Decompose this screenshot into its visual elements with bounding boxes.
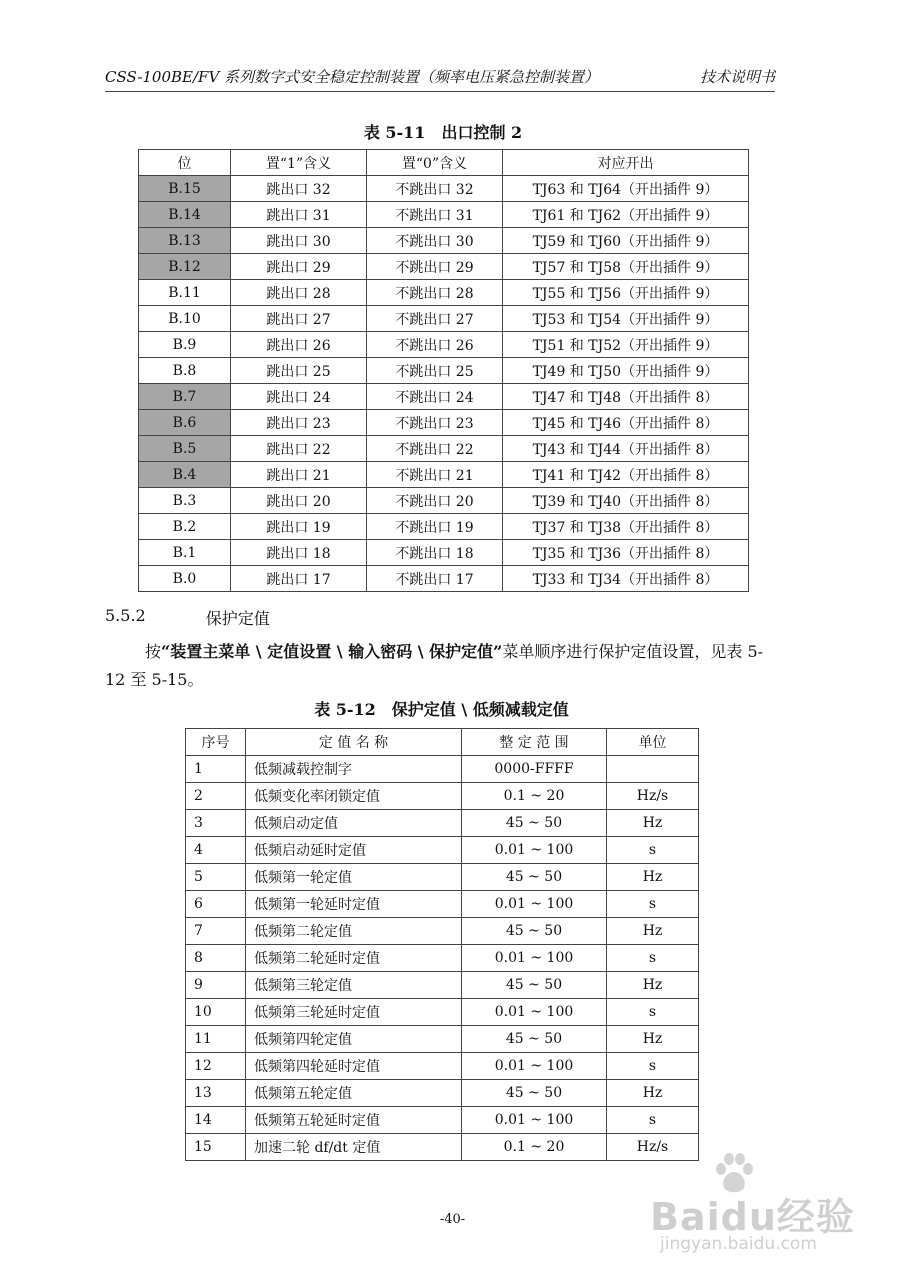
cell-set1: 跳出口 28 [231, 280, 367, 306]
cell-unit [607, 756, 699, 783]
col-header-output: 对应开出 [503, 150, 749, 176]
cell-range: 0.01 ~ 100 [462, 945, 607, 972]
table2-caption: 表 5-12 保护定值 \ 低频减载定值 [314, 700, 569, 719]
cell-name: 低频启动延时定值 [246, 837, 462, 864]
table-row [186, 1026, 699, 1053]
cell-set0: 不跳出口 21 [367, 462, 503, 488]
cell-name: 低频第一轮延时定值 [246, 891, 462, 918]
table-row [186, 837, 699, 864]
cell-output: TJ41 和 TJ42（开出插件 8） [503, 462, 749, 488]
cell-range: 0.01 ~ 100 [462, 1053, 607, 1080]
cell-set0: 不跳出口 22 [367, 436, 503, 462]
cell-index: 1 [186, 756, 246, 783]
table-row [186, 918, 699, 945]
cell-set0: 不跳出口 30 [367, 228, 503, 254]
cell-index: 11 [186, 1026, 246, 1053]
cell-output: TJ57 和 TJ58（开出插件 9） [503, 254, 749, 280]
cell-output: TJ49 和 TJ50（开出插件 9） [503, 358, 749, 384]
cell-index: 15 [186, 1134, 246, 1161]
cell-set1: 跳出口 31 [231, 202, 367, 228]
cell-unit: s [607, 999, 699, 1026]
cell-range: 0000-FFFF [462, 756, 607, 783]
cell-index: 5 [186, 864, 246, 891]
cell-set0: 不跳出口 32 [367, 176, 503, 202]
cell-name: 低频第三轮延时定值 [246, 999, 462, 1026]
cell-set1: 跳出口 21 [231, 462, 367, 488]
cell-bit: B.0 [139, 566, 231, 592]
table-row [139, 436, 749, 462]
cell-range: 0.01 ~ 100 [462, 891, 607, 918]
output-control-table [138, 149, 749, 592]
cell-set1: 跳出口 29 [231, 254, 367, 280]
table-row [139, 462, 749, 488]
table-row [139, 540, 749, 566]
cell-set1: 跳出口 17 [231, 566, 367, 592]
cell-set0: 不跳出口 31 [367, 202, 503, 228]
cell-index: 2 [186, 783, 246, 810]
cell-bit: B.2 [139, 514, 231, 540]
col-header-range: 整 定 范 围 [462, 729, 607, 756]
table-row [139, 176, 749, 202]
cell-set0: 不跳出口 25 [367, 358, 503, 384]
cell-bit: B.11 [139, 280, 231, 306]
table-row [186, 999, 699, 1026]
cell-output: TJ33 和 TJ34（开出插件 8） [503, 566, 749, 592]
cell-set1: 跳出口 26 [231, 332, 367, 358]
watermark-site: jingyan.baidu.com [660, 1234, 817, 1254]
cell-unit: s [607, 945, 699, 972]
table-row [186, 756, 699, 783]
table-row [139, 228, 749, 254]
watermark-brand: Baidu经验 [650, 1195, 855, 1239]
cell-index: 13 [186, 1080, 246, 1107]
header-doc-type: 技术说明书 [699, 68, 775, 86]
cell-unit: Hz [607, 810, 699, 837]
cell-set0: 不跳出口 19 [367, 514, 503, 540]
cell-set0: 不跳出口 17 [367, 566, 503, 592]
cell-name: 加速二轮 df/dt 定值 [246, 1134, 462, 1161]
cell-output: TJ43 和 TJ44（开出插件 8） [503, 436, 749, 462]
cell-set0: 不跳出口 23 [367, 410, 503, 436]
cell-index: 7 [186, 918, 246, 945]
table-row [186, 1080, 699, 1107]
section-number: 5.5.2 [105, 606, 146, 625]
cell-name: 低频第二轮延时定值 [246, 945, 462, 972]
cell-bit: B.9 [139, 332, 231, 358]
cell-range: 0.01 ~ 100 [462, 837, 607, 864]
cell-unit: s [607, 891, 699, 918]
col-header-bit: 位 [139, 150, 231, 176]
table-row [139, 410, 749, 436]
cell-name: 低频第二轮定值 [246, 918, 462, 945]
col-header-index: 序号 [186, 729, 246, 756]
table-row [139, 280, 749, 306]
col-header-unit: 单位 [607, 729, 699, 756]
cell-range: 45 ~ 50 [462, 918, 607, 945]
table-row [186, 1107, 699, 1134]
cell-set1: 跳出口 18 [231, 540, 367, 566]
table-row [186, 864, 699, 891]
cell-bit: B.14 [139, 202, 231, 228]
cell-name: 低频第五轮延时定值 [246, 1107, 462, 1134]
cell-set0: 不跳出口 29 [367, 254, 503, 280]
cell-index: 9 [186, 972, 246, 999]
cell-output: TJ59 和 TJ60（开出插件 9） [503, 228, 749, 254]
table-row [139, 202, 749, 228]
cell-output: TJ51 和 TJ52（开出插件 9） [503, 332, 749, 358]
table-row [186, 783, 699, 810]
col-header-name: 定 值 名 称 [246, 729, 462, 756]
col-header-set1: 置“1”含义 [231, 150, 367, 176]
cell-set0: 不跳出口 26 [367, 332, 503, 358]
page-number: -40- [439, 1212, 466, 1227]
cell-unit: s [607, 837, 699, 864]
table-row [139, 488, 749, 514]
cell-bit: B.7 [139, 384, 231, 410]
cell-index: 4 [186, 837, 246, 864]
cell-name: 低频第五轮定值 [246, 1080, 462, 1107]
cell-index: 12 [186, 1053, 246, 1080]
cell-index: 6 [186, 891, 246, 918]
cell-bit: B.6 [139, 410, 231, 436]
cell-bit: B.8 [139, 358, 231, 384]
cell-unit: Hz [607, 1080, 699, 1107]
table-row [186, 891, 699, 918]
cell-name: 低频第三轮定值 [246, 972, 462, 999]
cell-name: 低频第四轮延时定值 [246, 1053, 462, 1080]
cell-unit: Hz [607, 972, 699, 999]
cell-bit: B.1 [139, 540, 231, 566]
cell-name: 低频第一轮定值 [246, 864, 462, 891]
para-prefix: 按 [145, 642, 162, 661]
table1-caption: 表 5-11 出口控制 2 [363, 123, 523, 142]
cell-bit: B.13 [139, 228, 231, 254]
table-row [139, 566, 749, 592]
table-row [139, 254, 749, 280]
cell-name: 低频减载控制字 [246, 756, 462, 783]
cell-range: 45 ~ 50 [462, 1026, 607, 1053]
table-row [186, 1134, 699, 1161]
body-paragraph [105, 638, 780, 694]
cell-unit: s [607, 1053, 699, 1080]
cell-name: 低频启动定值 [246, 810, 462, 837]
cell-set1: 跳出口 27 [231, 306, 367, 332]
cell-unit: Hz/s [607, 1134, 699, 1161]
cell-index: 14 [186, 1107, 246, 1134]
cell-bit: B.4 [139, 462, 231, 488]
cell-output: TJ61 和 TJ62（开出插件 9） [503, 202, 749, 228]
cell-output: TJ55 和 TJ56（开出插件 9） [503, 280, 749, 306]
cell-bit: B.12 [139, 254, 231, 280]
cell-index: 8 [186, 945, 246, 972]
cell-output: TJ37 和 TJ38（开出插件 8） [503, 514, 749, 540]
cell-range: 0.1 ~ 20 [462, 1134, 607, 1161]
section-title: 保护定值 [205, 609, 270, 628]
cell-set1: 跳出口 20 [231, 488, 367, 514]
cell-set1: 跳出口 25 [231, 358, 367, 384]
cell-set1: 跳出口 22 [231, 436, 367, 462]
protection-settings-table [185, 728, 699, 1161]
cell-set1: 跳出口 19 [231, 514, 367, 540]
header-title: CSS-100BE/FV 系列数字式安全稳定控制装置（频率电压紧急控制装置） [105, 68, 600, 86]
table-row [186, 810, 699, 837]
cell-set1: 跳出口 23 [231, 410, 367, 436]
table-row [186, 1053, 699, 1080]
table-row [139, 332, 749, 358]
cell-bit: B.3 [139, 488, 231, 514]
cell-set1: 跳出口 30 [231, 228, 367, 254]
menu-path: “装置主菜单 \ 定值设置 \ 输入密码 \ 保护定值” [161, 642, 503, 661]
cell-range: 45 ~ 50 [462, 1080, 607, 1107]
cell-output: TJ63 和 TJ64（开出插件 9） [503, 176, 749, 202]
cell-range: 45 ~ 50 [462, 810, 607, 837]
cell-set0: 不跳出口 27 [367, 306, 503, 332]
table-row [186, 972, 699, 999]
cell-unit: Hz/s [607, 783, 699, 810]
cell-output: TJ53 和 TJ54（开出插件 9） [503, 306, 749, 332]
cell-set0: 不跳出口 28 [367, 280, 503, 306]
table-row [139, 358, 749, 384]
cell-range: 45 ~ 50 [462, 864, 607, 891]
cell-output: TJ47 和 TJ48（开出插件 8） [503, 384, 749, 410]
cell-name: 低频变化率闭锁定值 [246, 783, 462, 810]
cell-range: 45 ~ 50 [462, 972, 607, 999]
cell-unit: Hz [607, 864, 699, 891]
cell-unit: Hz [607, 918, 699, 945]
cell-output: TJ39 和 TJ40（开出插件 8） [503, 488, 749, 514]
cell-set1: 跳出口 32 [231, 176, 367, 202]
cell-range: 0.01 ~ 100 [462, 1107, 607, 1134]
para-suffix: 菜单顺序进行保护定值设置，见表 5-12 至 5-15。 [105, 642, 764, 689]
cell-unit: s [607, 1107, 699, 1134]
cell-output: TJ45 和 TJ46（开出插件 8） [503, 410, 749, 436]
cell-range: 0.01 ~ 100 [462, 999, 607, 1026]
table-header-row [186, 729, 699, 756]
cell-bit: B.5 [139, 436, 231, 462]
cell-index: 3 [186, 810, 246, 837]
col-header-set0: 置“0”含义 [367, 150, 503, 176]
table-row [139, 306, 749, 332]
cell-index: 10 [186, 999, 246, 1026]
table-row [139, 514, 749, 540]
table-row [186, 945, 699, 972]
cell-range: 0.1 ~ 20 [462, 783, 607, 810]
cell-name: 低频第四轮定值 [246, 1026, 462, 1053]
cell-set0: 不跳出口 20 [367, 488, 503, 514]
table-row [139, 384, 749, 410]
cell-unit: Hz [607, 1026, 699, 1053]
cell-set0: 不跳出口 24 [367, 384, 503, 410]
baidu-watermark [640, 1150, 875, 1260]
cell-bit: B.15 [139, 176, 231, 202]
cell-output: TJ35 和 TJ36（开出插件 8） [503, 540, 749, 566]
cell-set1: 跳出口 24 [231, 384, 367, 410]
section-heading [105, 606, 270, 629]
table-header-row [139, 150, 749, 176]
cell-set0: 不跳出口 18 [367, 540, 503, 566]
cell-bit: B.10 [139, 306, 231, 332]
page-header [105, 66, 775, 92]
